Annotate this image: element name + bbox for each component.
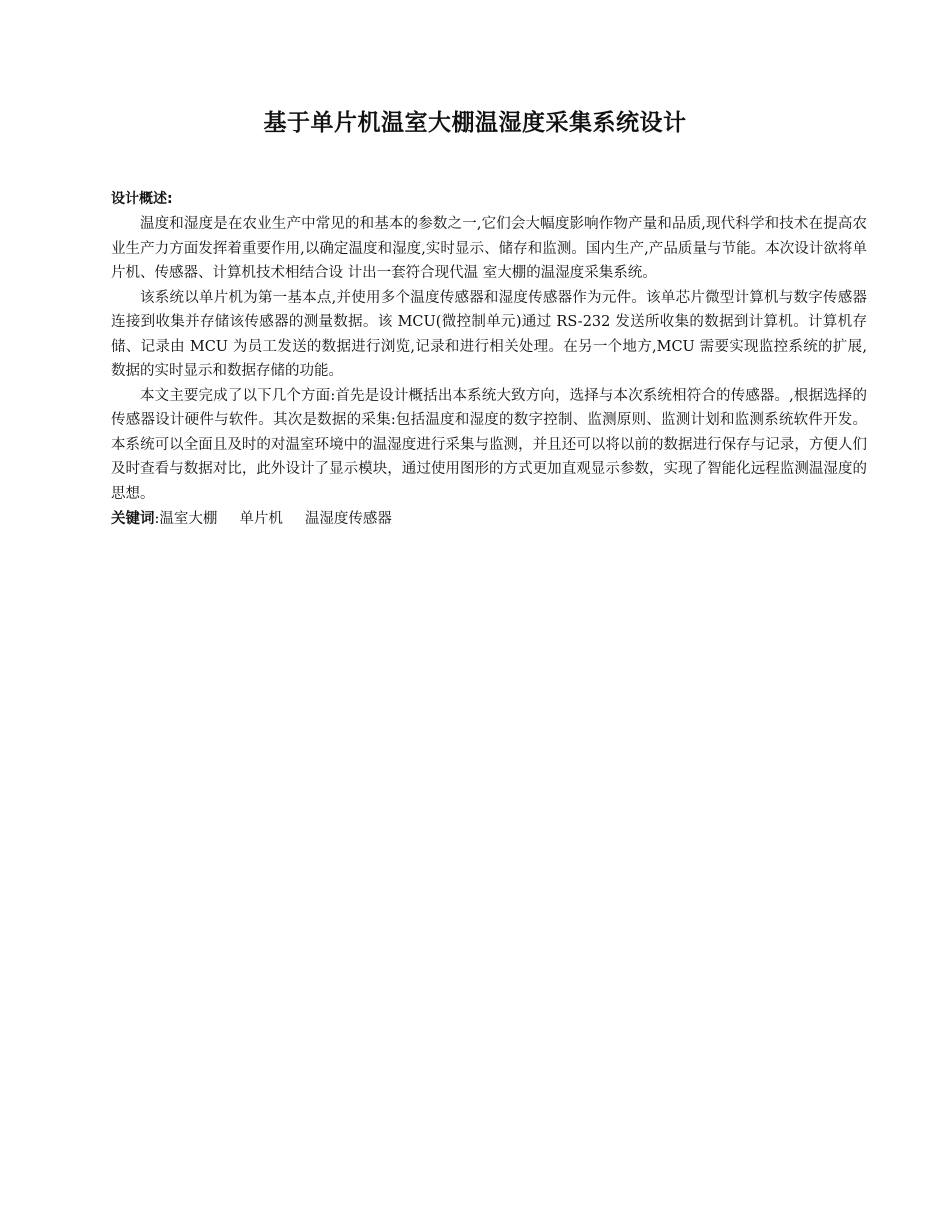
abstract-paragraph-2: 该系统以单片机为第一基本点,并使用多个温度传感器和湿度传感器作为元件。该单芯片微型计算机与数字传感器连接到收集并存储该传感器的测量数据。该 MCU(微控制单元)通过 RS-232 发送所收集的数据到计算机。计算机存储、记录由 MCU 为员工发送的数据进行浏览,记录和进行相关处理。在另一个地方,MCU 需要实现监控系统的扩展,数据的实时显示和数据存储的功能。 [111,289,867,379]
keyword-item: 温湿度传感器 [304,511,392,527]
abstract-paragraph-3: 本文主要完成了以下几个方面:首先是设计概括出本系统大致方向，选择与本次系统相符合的传感器。,根据选择的传感器设计硬件与软件。其次是数据的采集:包括温度和湿度的数字控制、监测原则、监测计划和监测系统软件开发。本系统可以全面且及时的对温室环境中的温湿度进行采集与监测，并且还可以将以前的数据进行保存与记录，方便人们及时查看与数据对比，此外设计了显示模块，通过使用图形的方式更加直观显示参数，实现了智能化远程监测温湿度的思想。 [111,387,867,502]
abstract-paragraph-1: 温度和湿度是在农业生产中常见的和基本的参数之一,它们会大幅度影响作物产量和品质,现代科学和技术在提高农业生产力方面发挥着重要作用,以确定温度和湿度,实时显示、储存和监测。国内生产,产品质量与节能。本次设计欲将单片机、传感器、计算机技术相结合设 计出一套符合现代温 室大棚的温湿度采集系统。 [111,216,867,281]
keywords-line [111,506,867,532]
abstract-label: 设计概述: [111,191,173,207]
abstract-section [111,186,867,532]
keywords-colon: : [154,511,160,527]
keywords-label: 关键词 [111,511,155,527]
document-title: 基于单片机温室大棚温湿度采集系统设计 [263,110,687,136]
keyword-item: 单片机 [239,511,283,527]
keyword-item: 温室大棚 [159,511,218,527]
